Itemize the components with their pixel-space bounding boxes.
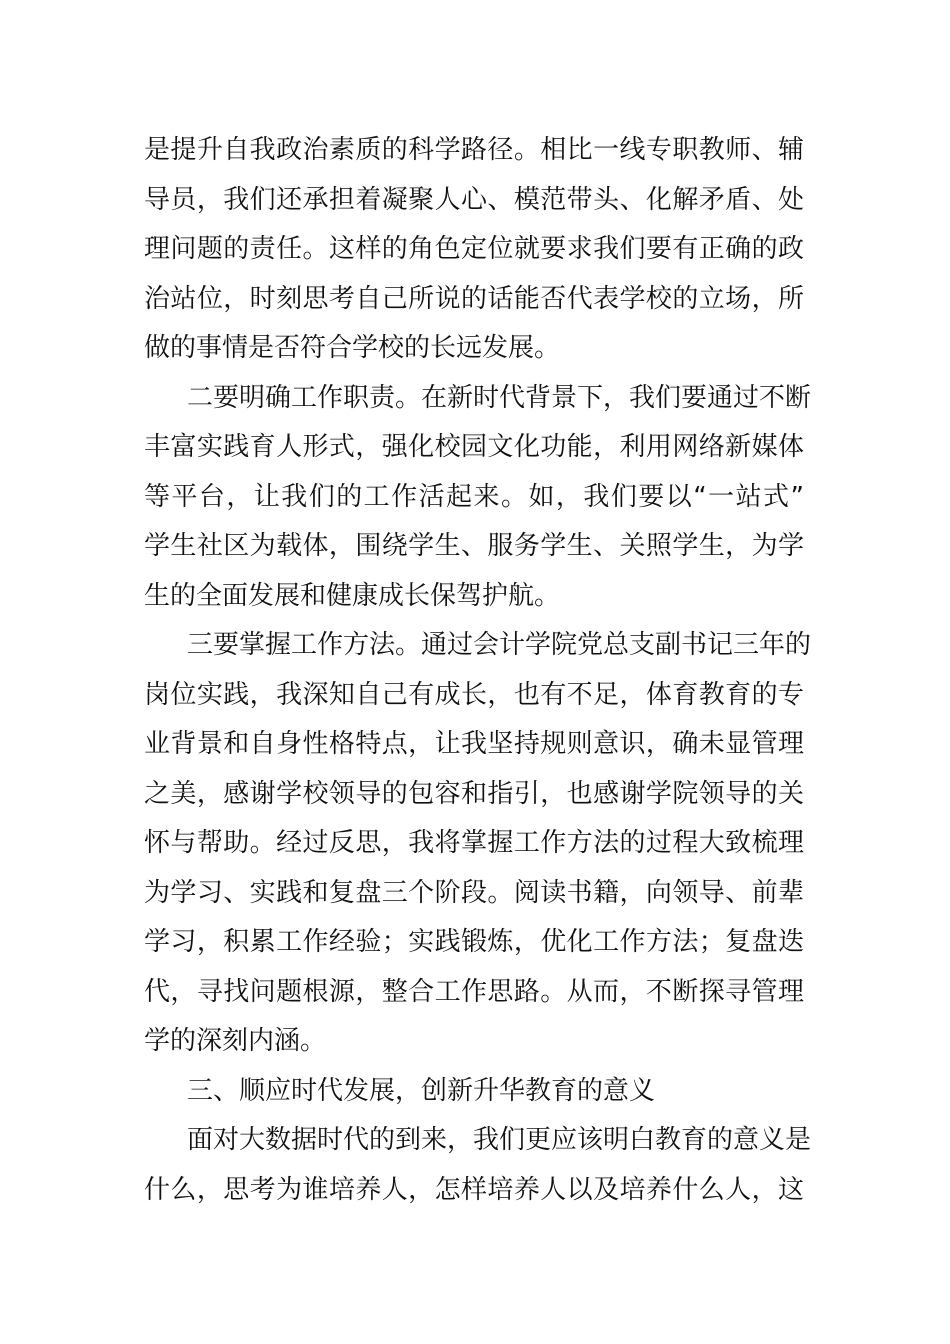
text-line: 三要掌握工作方法。通过会计学院党总支副书记三年的 xyxy=(187,630,812,660)
text-line: 代，寻找问题根源，整合工作思路。从而，不断探寻管理 xyxy=(144,976,804,1007)
text-line: 岗位实践，我深知自己有成长，也有不足，体育教育的专 xyxy=(144,679,804,710)
text-line: 治站位，时刻思考自己所说的话能否代表学校的立场，所 xyxy=(144,283,804,314)
text-line: 是提升自我政治素质的科学路径。相比一线专职教师、辅 xyxy=(144,135,804,165)
text-line: 二要明确工作职责。在新时代背景下，我们要通过不断 xyxy=(187,382,812,413)
text-line: 学习，积累工作经验；实践锻炼，优化工作方法；复盘迭 xyxy=(144,927,804,957)
text-line: 三、顺应时代发展，创新升华教育的意义 xyxy=(187,1075,656,1106)
text-line: 理问题的责任。这样的角色定位就要求我们要有正确的政 xyxy=(144,234,804,264)
text-line: 之美，感谢学校领导的包容和指引，也感谢学院领导的关 xyxy=(144,778,804,809)
body-text xyxy=(144,126,812,1215)
text-line: 为学习、实践和复盘三个阶段。阅读书籍，向领导、前辈 xyxy=(144,877,804,908)
text-line: 怀与帮助。经过反思，我将掌握工作方法的过程大致梳理 xyxy=(144,828,804,858)
text-line: 面对大数据时代的到来，我们更应该明白教育的意义是 xyxy=(187,1125,812,1155)
text-line: 什么，思考为谁培养人，怎样培养人以及培养什么人，这 xyxy=(144,1174,804,1205)
text-line: 导员，我们还承担着凝聚人心、模范带头、化解矛盾、处 xyxy=(144,184,804,215)
text-line: 丰富实践育人形式，强化校园文化功能，利用网络新媒体 xyxy=(144,432,804,462)
text-line: 生的全面发展和健康成长保驾护航。 xyxy=(144,580,561,611)
text-line: 做的事情是否符合学校的长远发展。 xyxy=(144,333,561,363)
text-line: 业背景和自身性格特点，让我坚持规则意识，确未显管理 xyxy=(144,729,804,759)
text-line: 学生社区为载体，围绕学生、服务学生、关照学生，为学 xyxy=(144,531,804,561)
text-line: 等平台，让我们的工作活起来。如，我们要以“一站式” xyxy=(144,481,804,512)
text-line: 学的深刻内涵。 xyxy=(144,1026,327,1056)
